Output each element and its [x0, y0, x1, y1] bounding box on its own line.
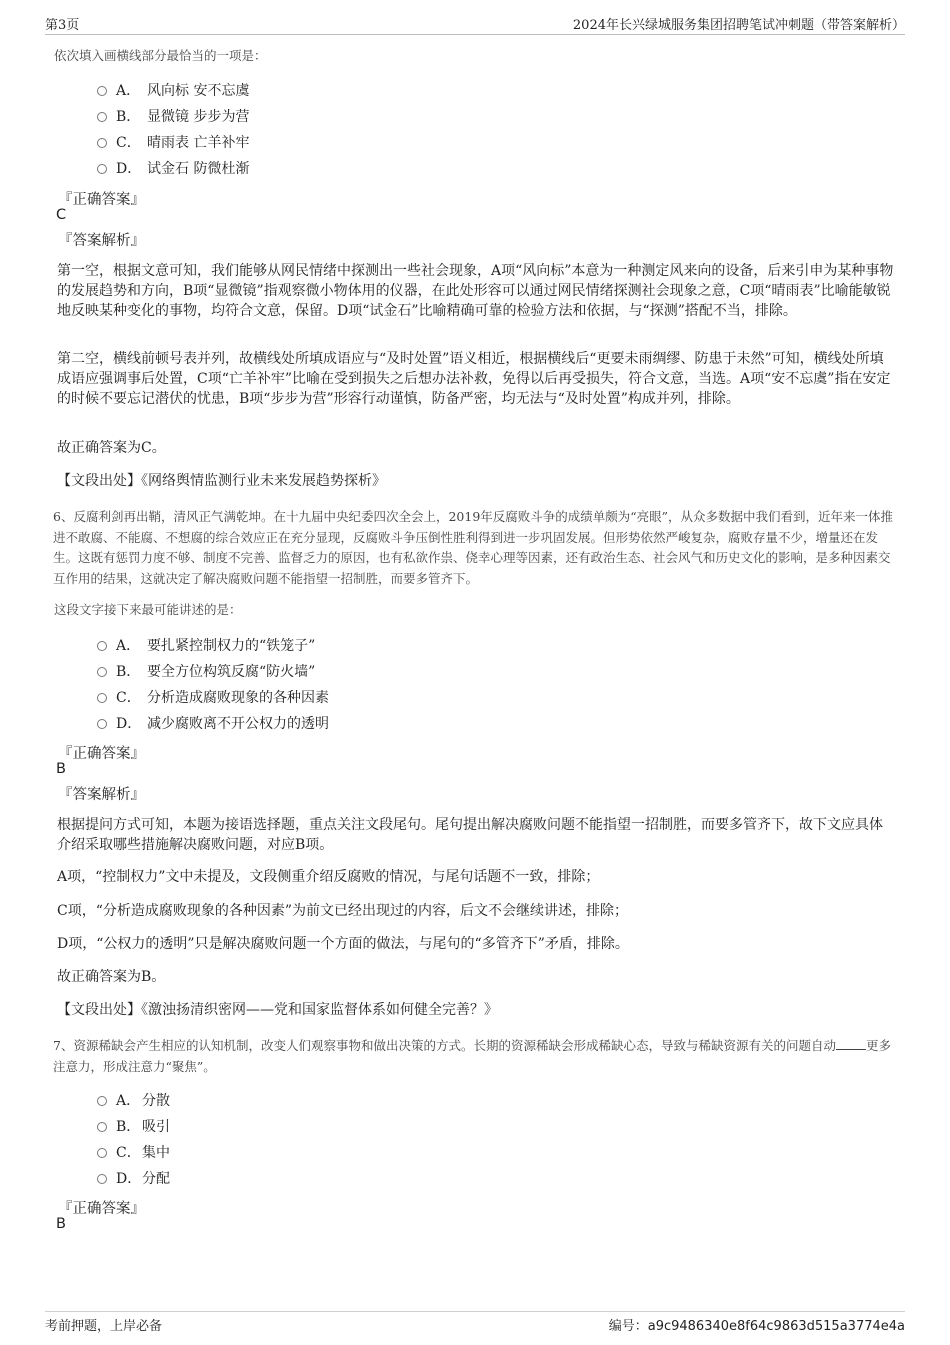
radio-icon[interactable] — [97, 112, 107, 122]
q5-conclusion: 故正确答案为C。 — [57, 440, 166, 456]
q5-option-b[interactable]: B． 显微镜 步步为营 — [97, 107, 249, 127]
q6-answer: B — [56, 761, 66, 777]
page-footer — [45, 1311, 905, 1334]
q7-answer-label: 『正确答案』 — [58, 1201, 145, 1217]
q6-option-d[interactable]: D． 减少腐败离不开公权力的透明 — [97, 714, 329, 734]
page-header — [45, 12, 905, 35]
q6-analysis-paragraph: C项，“分析造成腐败现象的各种因素”为前文已经出现过的内容，后文不会继续讲述，排除； — [57, 903, 629, 919]
radio-icon[interactable] — [97, 719, 107, 729]
q6-option-a[interactable]: A． 要扎紧控制权力的“铁笼子” — [97, 636, 315, 656]
radio-icon[interactable] — [97, 1148, 107, 1158]
radio-icon[interactable] — [97, 1096, 107, 1106]
q5-option-a[interactable]: A． 风向标 安不忘虞 — [97, 81, 249, 101]
q6-prompt: 这段文字接下来最可能讲述的是： — [54, 602, 242, 617]
radio-icon[interactable] — [97, 1122, 107, 1132]
q6-option-b[interactable]: B． 要全方位构筑反腐“防火墙” — [97, 662, 315, 682]
q6-stem: 6、反腐利剑再出鞘，清风正气满乾坤。在十九届中央纪委四次全会上，2019年反腐败斗争的成绩单颇为“亮眼”，从众多数据中我们看到，近年来一体推进不敢腐、不能腐、不想腐的综合效应正在充分显现，反腐败斗争压倒性胜利得到进一步巩固发展。但形势依然严峻复杂，腐败存量不少，增量还在发生。这既有惩罚力度不够、制度不完善、监督乏力的原因，也有私欲作祟、侥幸心理等因素，还有政治生态、社会风气和历史文化的影响，是多种因素交互作用的结果，这就决定了解决腐败问题不能指望一招制胜，而要多管齐下。 — [53, 509, 894, 586]
q6-analysis-label: 『答案解析』 — [58, 787, 145, 803]
q5-source: 【文段出处】《网络舆情监测行业未来发展趋势探析》 — [57, 473, 386, 489]
q5-analysis-paragraph: 第一空，根据文意可知，我们能够从网民情绪中探测出一些社会现象，A项“风向标”本意为一种测定风来向的设备，后来引申为某种事物的发展趋势和方向，B项“显微镜”指观察微小物体用的仪器，在此处形容可以通过网民情绪探测社会现象之意，C项“晴雨表”比喻能敏锐地反映某种变化的事物，均符合文意，保留。D项“试金石”比喻精确可靠的检验方法和依据，与“探测”搭配不当，排除。 — [57, 263, 894, 319]
page-number: 第3页 — [45, 18, 80, 33]
q5-analysis-paragraph: 第二空，横线前顿号表并列，故横线处所填成语应与“及时处置”语义相近，根据横线后“更要未雨绸缪、防患于未然”可知，横线处所填成语应强调事后处置，C项“亡羊补牢”比喻在受到损失之后想办法补救，免得以后再受损失，符合文意，当选。A项“安不忘虞”指在安定的时候不要忘记潜伏的忧患，B项“步步为营”形容行动谨慎，防备严密，均无法与“及时处置”构成并列，排除。 — [57, 351, 891, 407]
q5-answer: C — [56, 207, 67, 223]
q6-source: 【文段出处】《激浊扬清织密网——党和国家监督体系如何健全完善？》 — [57, 1002, 498, 1018]
q6-analysis-paragraph: 根据提问方式可知，本题为接语选择题，重点关注文段尾句。尾句提出解决腐败问题不能指望一招制胜，而要多管齐下，故下文应具体介绍采取哪些措施解决腐败问题，对应B项。 — [57, 817, 883, 853]
radio-icon[interactable] — [97, 667, 107, 677]
q7-option-a[interactable]: A． 分散 — [97, 1091, 170, 1111]
radio-icon[interactable] — [97, 138, 107, 148]
q7-option-d[interactable]: D．分配 — [97, 1169, 170, 1189]
q7-option-b[interactable]: B． 吸引 — [97, 1117, 170, 1137]
radio-icon[interactable] — [97, 641, 107, 651]
radio-icon[interactable] — [97, 1174, 107, 1184]
q6-option-c[interactable]: C． 分析造成腐败现象的各种因素 — [97, 688, 329, 708]
q7-stem: 7、资源稀缺会产生相应的认知机制，改变人们观察事物和做出决策的方式。长期的资源稀缺会形成稀缺心态，导致与稀缺资源有关的问题自动 更多注意力，形成注意力“聚焦”。 — [53, 1038, 891, 1074]
document-code: 编号：a9c9486340e8f64c9863d515a3774e4a — [608, 1319, 905, 1334]
radio-icon[interactable] — [97, 86, 107, 96]
fill-blank — [836, 1037, 866, 1050]
q5-option-d[interactable]: D． 试金石 防微杜渐 — [97, 159, 249, 179]
q5-answer-label: 『正确答案』 — [58, 192, 145, 208]
q5-option-c[interactable]: C． 晴雨表 亡羊补牢 — [97, 133, 249, 153]
radio-icon[interactable] — [97, 164, 107, 174]
q6-analysis-paragraph: D项，“公权力的透明”只是解决腐败问题一个方面的做法，与尾句的“多管齐下”矛盾，排除。 — [57, 936, 629, 952]
q6-conclusion: 故正确答案为B。 — [57, 969, 166, 985]
footer-slogan: 考前押题，上岸必备 — [45, 1319, 163, 1334]
q6-analysis-paragraph: A项，“控制权力”文中未提及，文段侧重介绍反腐败的情况，与尾句话题不一致，排除； — [57, 869, 600, 885]
q5-analysis-label: 『答案解析』 — [58, 233, 145, 249]
q6-answer-label: 『正确答案』 — [58, 746, 145, 762]
q7-answer: B — [56, 1216, 66, 1232]
document-title: 2024年长兴绿城服务集团招聘笔试冲刺题（带答案解析） — [572, 18, 905, 33]
q7-option-c[interactable]: C．集中 — [97, 1143, 170, 1163]
q5-prompt: 依次填入画横线部分最恰当的一项是： — [54, 48, 267, 63]
radio-icon[interactable] — [97, 693, 107, 703]
